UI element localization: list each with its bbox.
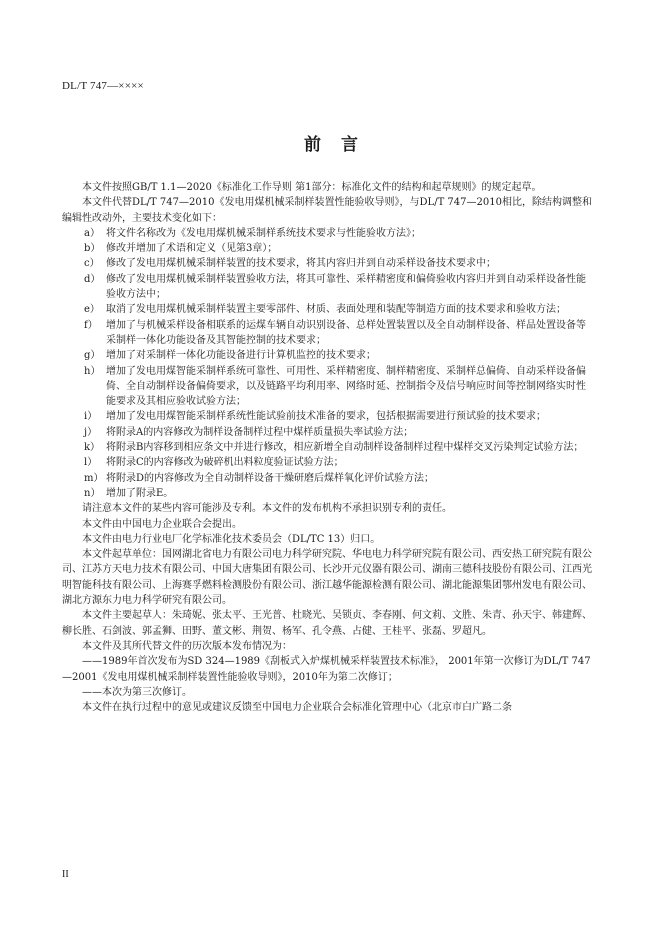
list-marker: a）	[84, 227, 100, 239]
list-item-text: 增加了发电用煤智能采制样系统可靠性、可用性、采样精密度、制样精密度、采制样总偏倚、自动采样设备偏倚、全自动制样设备偏倚要求，以及链路平均利用率、网络时延、控制指令及信号响应时间等控制网络实时性能要求及其相应验收试验方法；	[106, 365, 586, 408]
list-item-text: 将文件名称改为《发电用煤机械采制样系统技术要求与性能验收方法》；	[106, 227, 421, 239]
drafters: 本文件主要起草人：朱琦妮、张太平、王光普、杜晓光、吴锁贞、李春刚、何文莉、文胜、朱青、孙天宇、韩建辉、柳长胜、石剑波、郭孟狮、田野、董文彬、荆贺、杨军、孔令燕、占健、王桂平、张磊、罗超凡。	[62, 610, 592, 637]
list-item	[62, 241, 592, 256]
list-item	[62, 318, 592, 349]
history-item: ——本次为第三次修订。	[82, 686, 192, 698]
list-item	[62, 364, 592, 410]
patent-notice: 请注意本文件的某些内容可能涉及专利。本文件的发布机构不承担识别专利的责任。	[82, 503, 452, 515]
document-code: DL/T 747—××××	[62, 80, 144, 92]
change-list	[62, 226, 592, 501]
list-item	[62, 409, 592, 424]
list-item	[62, 226, 592, 241]
list-marker: h）	[84, 365, 101, 377]
list-item-text: 修改并增加了术语和定义（见第3章）；	[106, 243, 278, 255]
feedback-statement: 本文件在执行过程中的意见或建议反馈至中国电力企业联合会标准化管理中心（北京市白广路二条	[82, 702, 512, 714]
list-marker: g）	[84, 350, 101, 362]
list-marker: k）	[84, 442, 101, 454]
history-intro: 本文件及其所代替文件的历次版本发布情况为：	[82, 640, 292, 652]
list-item-text: 增加了与机械采样设备相联系的运煤车辆自动识别设备、总样处置装置以及全自动制样设备、样品处置设备等采制样一体化功能设备及其智能控制的技术要求；	[106, 319, 586, 346]
list-marker: b）	[84, 243, 101, 255]
committee-statement: 本文件由电力行业电厂化学标准化技术委员会（DL/TC 13）归口。	[82, 533, 381, 545]
page-number: II	[62, 869, 69, 880]
list-item	[62, 348, 592, 363]
paragraph-replacement: 本文件代替DL/T 747—2010《发电用煤机械采制样装置性能验收导则》，与DL/T 747—2010相比，除结构调整和编辑性改动外，主要技术变化如下：	[62, 197, 592, 224]
proposer-statement: 本文件由中国电力企业联合会提出。	[82, 518, 242, 530]
list-marker: f）	[84, 319, 98, 331]
list-item	[62, 272, 592, 303]
list-item	[62, 425, 592, 440]
list-item	[62, 455, 592, 470]
list-marker: j）	[84, 426, 98, 438]
list-marker: m）	[84, 472, 104, 484]
drafting-organizations: 本文件起草单位：国网湖北省电力有限公司电力科学研究院、华电电力科学研究院有限公司、西安热工研究院有限公司、江苏方天电力技术有限公司、中国大唐集团有限公司、长沙开元仪器有限公司、湖南三德科技股份有限公司、江西光明智能科技有限公司、上海赛孚燃料检测股份有限公司、浙江越华能源检测有限公司、湖北能源集团鄂州发电有限公司、湖北方源东力电力科学研究有限公司。	[62, 549, 592, 607]
list-item-text: 修改了发电用煤机械采制样装置验收方法，将其可靠性、采样精密度和偏倚验收内容归并到自动采样设备性能验收方法中；	[106, 273, 586, 301]
page-title: 前言	[304, 135, 378, 155]
list-item-text: 增加了发电用煤智能采制样系统性能试验前技术准备的要求，包括根据需要进行预试验的技术要求；	[106, 411, 546, 423]
list-marker: n）	[84, 487, 101, 499]
list-item-text: 增加了对采制样一体化功能设备进行计算机监控的技术要求；	[106, 350, 376, 362]
list-marker: i）	[84, 411, 98, 423]
list-item	[62, 486, 592, 501]
list-marker: d）	[84, 273, 101, 285]
list-item-text: 将附录D的内容修改为全自动制样设备干燥研磨后煤样氧化评价试验方法；	[106, 472, 435, 484]
list-item-text: 将附录C的内容修改为破碎机出料粒度验证试验方法；	[106, 457, 344, 469]
list-marker: c）	[84, 258, 100, 270]
list-item-text: 取消了发电用煤机械采制样装置主要零部件、材质、表面处理和装配等制造方面的技术要求和验收方法；	[106, 304, 566, 316]
list-item	[62, 471, 592, 486]
list-item-text: 将附录A的内容修改为制样设备制样过程中煤样质量损失率试验方法；	[106, 426, 414, 438]
list-item-text: 将附录B内容移到相应条文中并进行修改，相应新增全自动制样设备制样过程中煤样交叉污染判定试验方法；	[106, 442, 584, 454]
history-item: ——1989年首次发布为SD 324—1989《刮板式入炉煤机械采样装置技术标准》， 2001年第一次修订为DL/T 747—2001《发电用煤机械采制样装置性能验收导则》，2010年为第二次修订；	[62, 656, 591, 683]
list-item-text: 增加了附录E。	[106, 487, 174, 499]
list-item-text: 修改了发电用煤机械采制样装置的技术要求，将其内容归并到自动采样设备技术要求中；	[106, 258, 496, 270]
list-item	[62, 440, 592, 455]
document-body	[62, 180, 592, 715]
list-marker: l）	[84, 457, 98, 469]
list-item	[62, 302, 592, 317]
paragraph-drafting-rules: 本文件按照GB/T 1.1—2020《标准化工作导则 第1部分：标准化文件的结构和起草规则》的规定起草。	[82, 182, 542, 193]
list-marker: e）	[84, 304, 100, 316]
list-item	[62, 256, 592, 271]
